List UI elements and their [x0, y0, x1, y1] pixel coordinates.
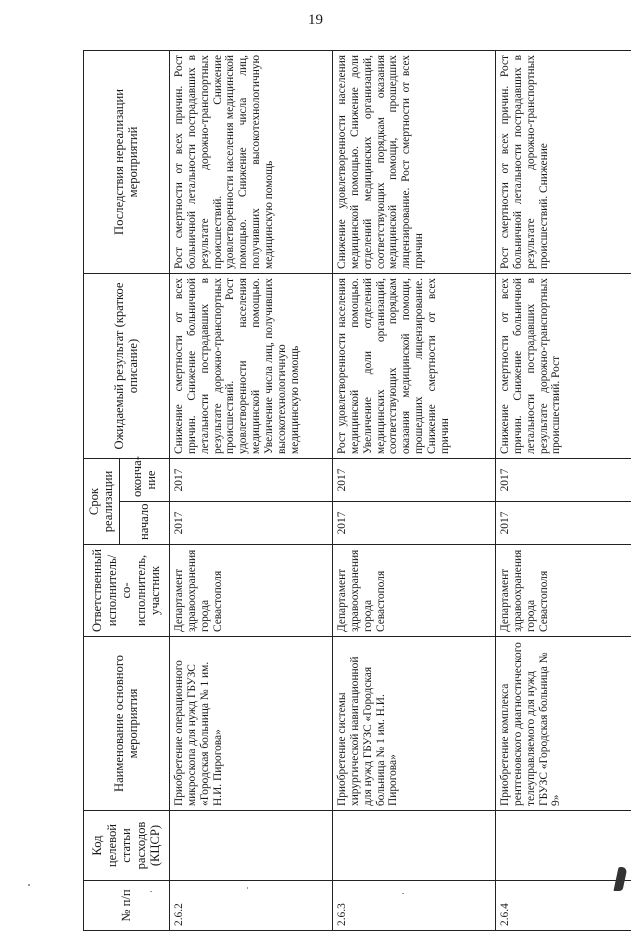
header-consequences: Последствия нереализации мероприятий: [84, 51, 170, 274]
cell-end: 2017: [495, 459, 631, 502]
cell-kcsr: [332, 811, 495, 881]
measures-table: [83, 50, 631, 931]
cell-num: 2.6.4: [495, 881, 631, 931]
cell-name: Приобретение комплекса рентгеновского диагностического телеуправляемого для нужд ГБУЗС «Городская больница № 9»: [495, 637, 631, 811]
cell-kcsr: [495, 811, 631, 881]
cell-responsible: Департамент здравоохранения города Севастополя: [169, 545, 332, 637]
header-term: Срок реализации: [84, 459, 120, 545]
cell-consequences: Снижение удовлетворенности населения медицинской помощью. Снижение доли отделений медицинских организаций, соответствующих порядкам оказания медицинской помощи, прошедших лицензирование. Рост смертности от всех причин: [332, 51, 495, 274]
cell-name: Приобретение операционного микроскопа для нужд ГБУЗС «Городская больница № 1 им. Н.И. Пирогова»: [169, 637, 332, 811]
cell-responsible: Департамент здравоохранения города Севастополя: [495, 545, 631, 637]
header-name: Наименование основного мероприятия: [84, 637, 170, 811]
header-result: Ожидаемый результат (краткое описание): [84, 274, 170, 459]
cell-result: Рост удовлетворенности населения медицинской помощью. Увеличение доли отделений медицинских организаций, соответствующих порядкам оказания медицинской помощи, прошедших лицензирование. Снижение смертности от всех причин: [332, 274, 495, 459]
header-start: начало: [119, 502, 169, 545]
rotated-table-container: [83, 51, 623, 931]
header-kcsr: Код целевой статьи расходов (КЦСР): [84, 811, 170, 881]
cell-end: 2017: [169, 459, 332, 502]
cell-name: Приобретение системы хирургической навигационной для нужд ГБУЗС «Городская больница № 1 им. Н.И. Пирогова»: [332, 637, 495, 811]
cell-num: 2.6.3: [332, 881, 495, 931]
cell-start: 2017: [169, 502, 332, 545]
header-num: № п/п: [84, 881, 170, 931]
table-row: [495, 51, 631, 931]
cell-consequences: Рост смертности от всех причин. Рост больничной летальности пострадавших в результате дорожно-транспортных происшествий. Снижение: [495, 51, 631, 274]
cell-consequences: Рост смертности от всех причин. Рост больничной летальности пострадавших в результате дорожно-транспортных происшествий. Снижение удовлетворенности населения медицинской помощью. Снижение числа лиц, получивших высокотехнологичную медицинскую помощь: [169, 51, 332, 274]
scan-speck: [247, 887, 248, 889]
cell-kcsr: [169, 811, 332, 881]
cell-num: 2.6.2: [169, 881, 332, 931]
header-responsible: Ответственный исполнитель/со-исполнитель, участник: [84, 545, 170, 637]
table-row: [332, 51, 495, 931]
cell-responsible: Департамент здравоохранения города Севастополя: [332, 545, 495, 637]
header-end: оконча-ние: [119, 459, 169, 502]
table-row: [169, 51, 332, 931]
scan-speck: [28, 884, 30, 886]
cell-start: 2017: [332, 502, 495, 545]
scan-speck: [150, 891, 152, 892]
scan-speck: [402, 893, 404, 894]
cell-start: 2017: [495, 502, 631, 545]
cell-result: Снижение смертности от всех причин. Снижение больничной летальности пострадавших в результате дорожно-транспортных происшествий. Рост: [495, 274, 631, 459]
page-number: 19: [308, 12, 323, 28]
cell-end: 2017: [332, 459, 495, 502]
cell-result: Снижение смертности от всех причин. Снижение больничной летальности пострадавших в результате дорожно-транспортных происшествий. Рост удовлетворенности населения медицинской помощью. Увеличение числа лиц, получивших высокотехнологичную медицинскую помощь: [169, 274, 332, 459]
